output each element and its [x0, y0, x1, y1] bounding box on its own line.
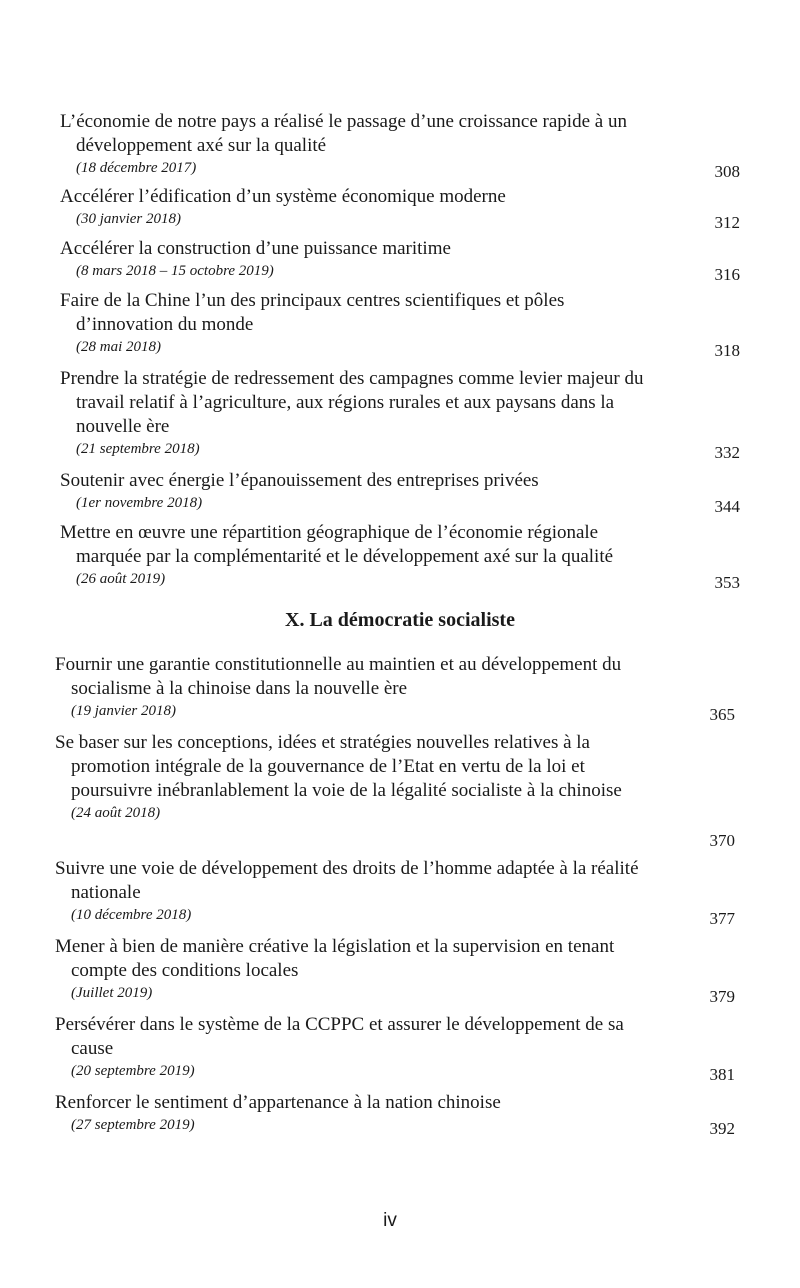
toc-entry-title: Persévérer dans le système de la CCPPC et assurer le développement de sa cause [55, 1014, 624, 1059]
toc-entry-date: (28 mai 2018) [76, 339, 161, 355]
toc-entry [60, 367, 740, 462]
toc-entry [60, 237, 740, 284]
toc-entry-title: Soutenir avec énergie l’épanouissement des entreprises privées [60, 470, 539, 491]
toc-entry-page: 332 [714, 443, 740, 462]
toc-entry [55, 731, 735, 850]
toc-entry-date: (21 septembre 2018) [76, 441, 200, 457]
toc-entry [60, 110, 740, 181]
toc-entry [55, 653, 735, 724]
toc-entry-title: L’économie de notre pays a réalisé le passage d’une croissance rapide à un développement axé sur la qualité [60, 111, 627, 156]
page-number: iv [383, 1210, 397, 1231]
toc-entry [55, 1013, 735, 1084]
toc-entry-page: 353 [714, 573, 740, 592]
toc-entry-date: (10 décembre 2018) [71, 907, 192, 923]
toc-entry [55, 1091, 735, 1138]
toc-entry-title: Faire de la Chine l’un des principaux centres scientifiques et pôles d’innovation du monde [60, 290, 565, 335]
toc-entry-date: (24 août 2018) [71, 805, 161, 821]
toc-entry-page: 392 [709, 1119, 735, 1138]
toc-entry [55, 935, 735, 1006]
toc-entry-title: Fournir une garantie constitutionnelle au maintien et au développement du socialisme à la chinoise dans la nouvelle ère [55, 654, 622, 699]
toc-entry-title: Suivre une voie de développement des droits de l’homme adaptée à la réalité nationale [55, 858, 639, 903]
toc-entry-date: (8 mars 2018 – 15 octobre 2019) [76, 263, 274, 279]
toc-entry-title: Prendre la stratégie de redressement des campagnes comme levier majeur du travail relatif à l’agriculture, aux régions rurales et aux paysans dans la nouvelle ère [60, 368, 644, 437]
toc-entry-title: Mener à bien de manière créative la législation et la supervision en tenant compte des conditions locales [55, 936, 615, 981]
toc-entry-page: 381 [709, 1065, 735, 1084]
toc-entry [55, 857, 735, 928]
toc-entry-title: Se baser sur les conceptions, idées et stratégies nouvelles relatives à la promotion intégrale de la gouvernance de l’Etat en vertu de la loi et poursuivre inébranlablement la voie de la légalité socialiste à la chinoise [55, 732, 622, 801]
toc-entry [60, 289, 740, 360]
toc-entry-title: Accélérer la construction d’une puissance maritime [60, 238, 451, 259]
toc-entry-date: (30 janvier 2018) [76, 211, 181, 227]
toc-entry-date: (20 septembre 2019) [71, 1063, 195, 1079]
toc-entry [60, 521, 740, 592]
toc-entry-date: (18 décembre 2017) [76, 160, 197, 176]
toc-entry-page: 365 [709, 705, 735, 724]
section-heading: X. La démocratie socialiste [285, 609, 515, 631]
toc-entry-page: 316 [714, 265, 740, 284]
toc-entry-page: 308 [714, 162, 740, 181]
toc-entry-title: Renforcer le sentiment d’appartenance à la nation chinoise [55, 1092, 501, 1113]
toc-entry-date: (1er novembre 2018) [76, 495, 203, 511]
toc-entry [60, 185, 740, 232]
toc-entry-date: (Juillet 2019) [71, 985, 153, 1001]
toc-entry-page: 379 [709, 987, 735, 1006]
toc-entry-page: 370 [709, 831, 735, 850]
toc-entry-page: 318 [714, 341, 740, 360]
toc-entry-page: 377 [709, 909, 735, 928]
toc-entry-title: Accélérer l’édification d’un système économique moderne [60, 186, 506, 207]
toc-entry-page: 312 [714, 213, 740, 232]
toc-entry-date: (27 septembre 2019) [71, 1117, 195, 1133]
toc-entry-page: 344 [714, 497, 740, 516]
toc-entry [60, 469, 740, 516]
toc-entry-date: (26 août 2019) [76, 571, 166, 587]
toc-entry-title: Mettre en œuvre une répartition géographique de l’économie régionale marquée par la complémentarité et le développement axé sur la qualité [60, 522, 614, 567]
toc-entry-date: (19 janvier 2018) [71, 703, 176, 719]
